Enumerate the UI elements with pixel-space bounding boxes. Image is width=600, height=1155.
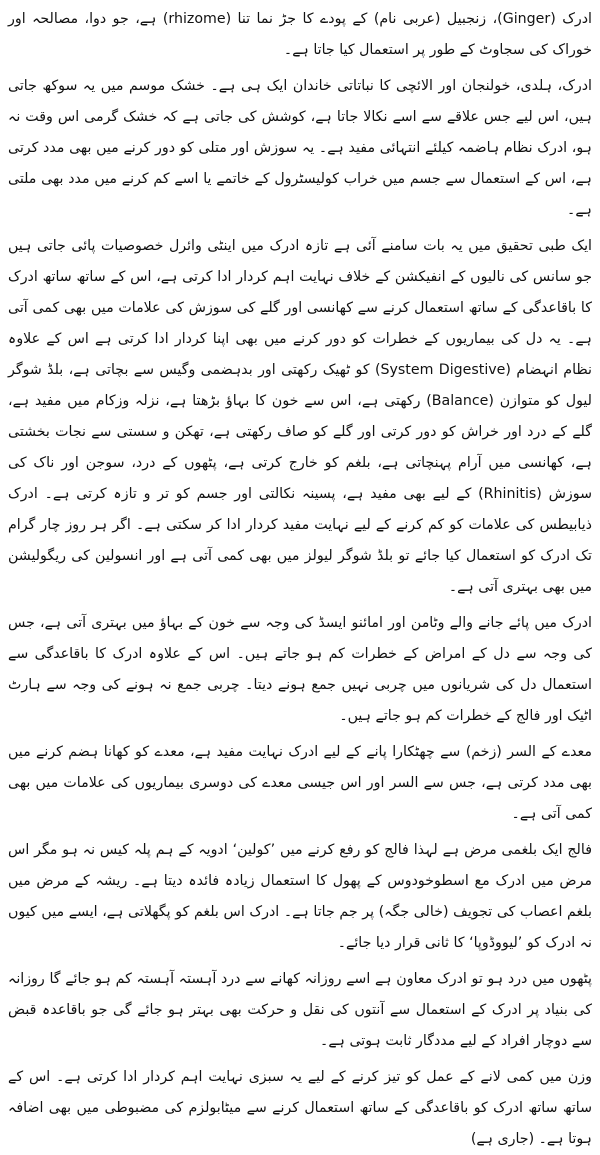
paragraph-weight: وزن میں کمی لانے کے عمل کو تیز کرنے کے لیے یہ سبزی نہایت اہم کردار ادا کرتی ہے۔ اس کے ساتھ ساتھ ادرک کو باقاعدگی کے ساتھ استعمال کرنے سے میٹابولزم کی مضبوطی میں بھی اضافہ ہوتا ہے۔ (جاری ہے) <box>8 1069 592 1147</box>
paragraph-muscles: پٹھوں میں درد ہو تو ادرک معاون ہے اسے روزانہ کھانے سے درد آہستہ آہستہ کم ہو جائے گا روزانہ کی بنیاد پر ادرک کے استعمال سے آنتوں کی نقل و حرکت بھی بہتر ہو جائے گی جو باقاعدہ قبض سے دوچار افراد کے لیے مددگار ثابت ہوتی ہے۔ <box>8 971 592 1049</box>
paragraph-ulcer: معدے کے السر (زخم) سے چھٹکارا پانے کے لیے ادرک نہایت مفید ہے، معدے کو کھانا ہضم کرنے میں بھی مدد کرتی ہے، جس سے السر اور اس جیسی معدے کی دوسری بیماریوں کی علامات میں بھی کمی آتی ہے۔ <box>8 744 592 822</box>
paragraph-heart: ادرک میں پائے جانے والے وٹامن اور امائنو ایسڈ کی وجہ سے خون کے بہاؤ میں بہتری آتی ہے، جس کی وجہ سے دل کے امراض کے خطرات کم ہو جاتے ہیں۔ اس کے علاوہ ادرک کا باقاعدگی سے استعمال دل کی شریانوں میں چربی نہیں جمع ہونے دیتا۔ چربی جمع نہ ہونے کی وجہ سے ہارٹ اٹیک اور فالج کے خطرات کم ہو جاتے ہیں۔ <box>8 615 592 724</box>
paragraph-family: ادرک، ہلدی، خولنجان اور الائچی کا نباتاتی خاندان ایک ہی ہے۔ خشک موسم میں یہ سوکھ جاتی ہیں، اس لیے جس علاقے سے اسے نکالا جاتا ہے، کوشش کی جاتی ہے کہ خشک گرمی اس وقت نہ ہو، ادرک نظام ہاضمہ کیلئے انتہائی مفید ہے۔ یہ سوزش اور متلی کو دور کرنے میں بھی مدد کرتی ہے، اس کے استعمال سے جسم میں خراب کولیسٹرول کے خاتمے یا اسے کم کرنے میں مدد بھی ملتی ہے۔ <box>8 78 592 218</box>
paragraph-paralysis: فالج ایک بلغمی مرض ہے لہذا فالج کو رفع کرنے میں ’کولین‘ ادویہ کے ہم پلہ کیس نہ ہو مگر اس مرض میں ادرک مع اسطوخودوس کے پھول کا استعمال زیادہ فائدہ دیتا ہے۔ ریشہ کے مرض میں بلغم اعصاب کی تجویف (خالی جگہ) پر جم جاتا ہے۔ ادرک اس بلغم کو پگھلاتی ہے، ایسے میں کیوں نہ ادرک کو ’لیووڈوپا‘ کا ثانی قرار دیا جائے۔ <box>8 842 592 951</box>
paragraph-research: ایک طبی تحقیق میں یہ بات سامنے آئی ہے تازہ ادرک میں اینٹی وائرل خصوصیات پائی جاتی ہیں جو سانس کی نالیوں کے انفیکشن کے خلاف نہایت اہم کردار ادا کرتی ہے، اس کے ساتھ ساتھ ادرک کا باقاعدگی کے ساتھ استعمال کرنے سے کھانسی اور گلے کی سوزش کی علامات میں بھی کمی آتی ہے۔ یہ دل کی بیماریوں کے خطرات کو دور کرنے میں بھی اپنا کردار ادا کرتی ہے اس کے علاوہ نظام انہضام (System Digestive) کو ٹھیک رکھتی اور بدہضمی وگیس سے بچاتی ہے، بلڈ شوگر لیول کو متوازن (Balance) رکھتی ہے، اس سے خون کا بہاؤ بڑھتا ہے، نزلہ وزکام میں مفید ہے، گلے کے درد اور خراش کو دور کرتی اور گلے کو صاف رکھتی ہے، تھکن و سستی سے نجات بخشتی ہے، کھانسی میں آرام پہنچاتی ہے، بلغم کو خارج کرتی ہے، پٹھوں کے درد، سوجن اور ناک کی سوزش (Rhinitis) کے لیے بھی مفید ہے، پسینہ نکالتی اور جسم کو تر و تازہ کرتی ہے۔ ادرک ذیابیطس کی علامات کو کم کرنے کے لیے نہایت مفید کردار ادا کر سکتی ہے۔ اگر ہر روز چار گرام تک ادرک کو استعمال کیا جائے تو بلڈ شوگر لیولز میں بھی کمی آتی ہے اور انسولین کی ریگولیشن میں بھی بہتری آتی ہے۔ <box>8 238 593 595</box>
paragraph-intro: ادرک (Ginger)، زنجبیل (عربی نام) کے پودے کا جڑ نما تنا (rhizome) ہے، جو دوا، مصالحہ اور خوراک کی سجاوٹ کے طور پر استعمال کیا جاتا ہے۔ <box>8 11 592 58</box>
